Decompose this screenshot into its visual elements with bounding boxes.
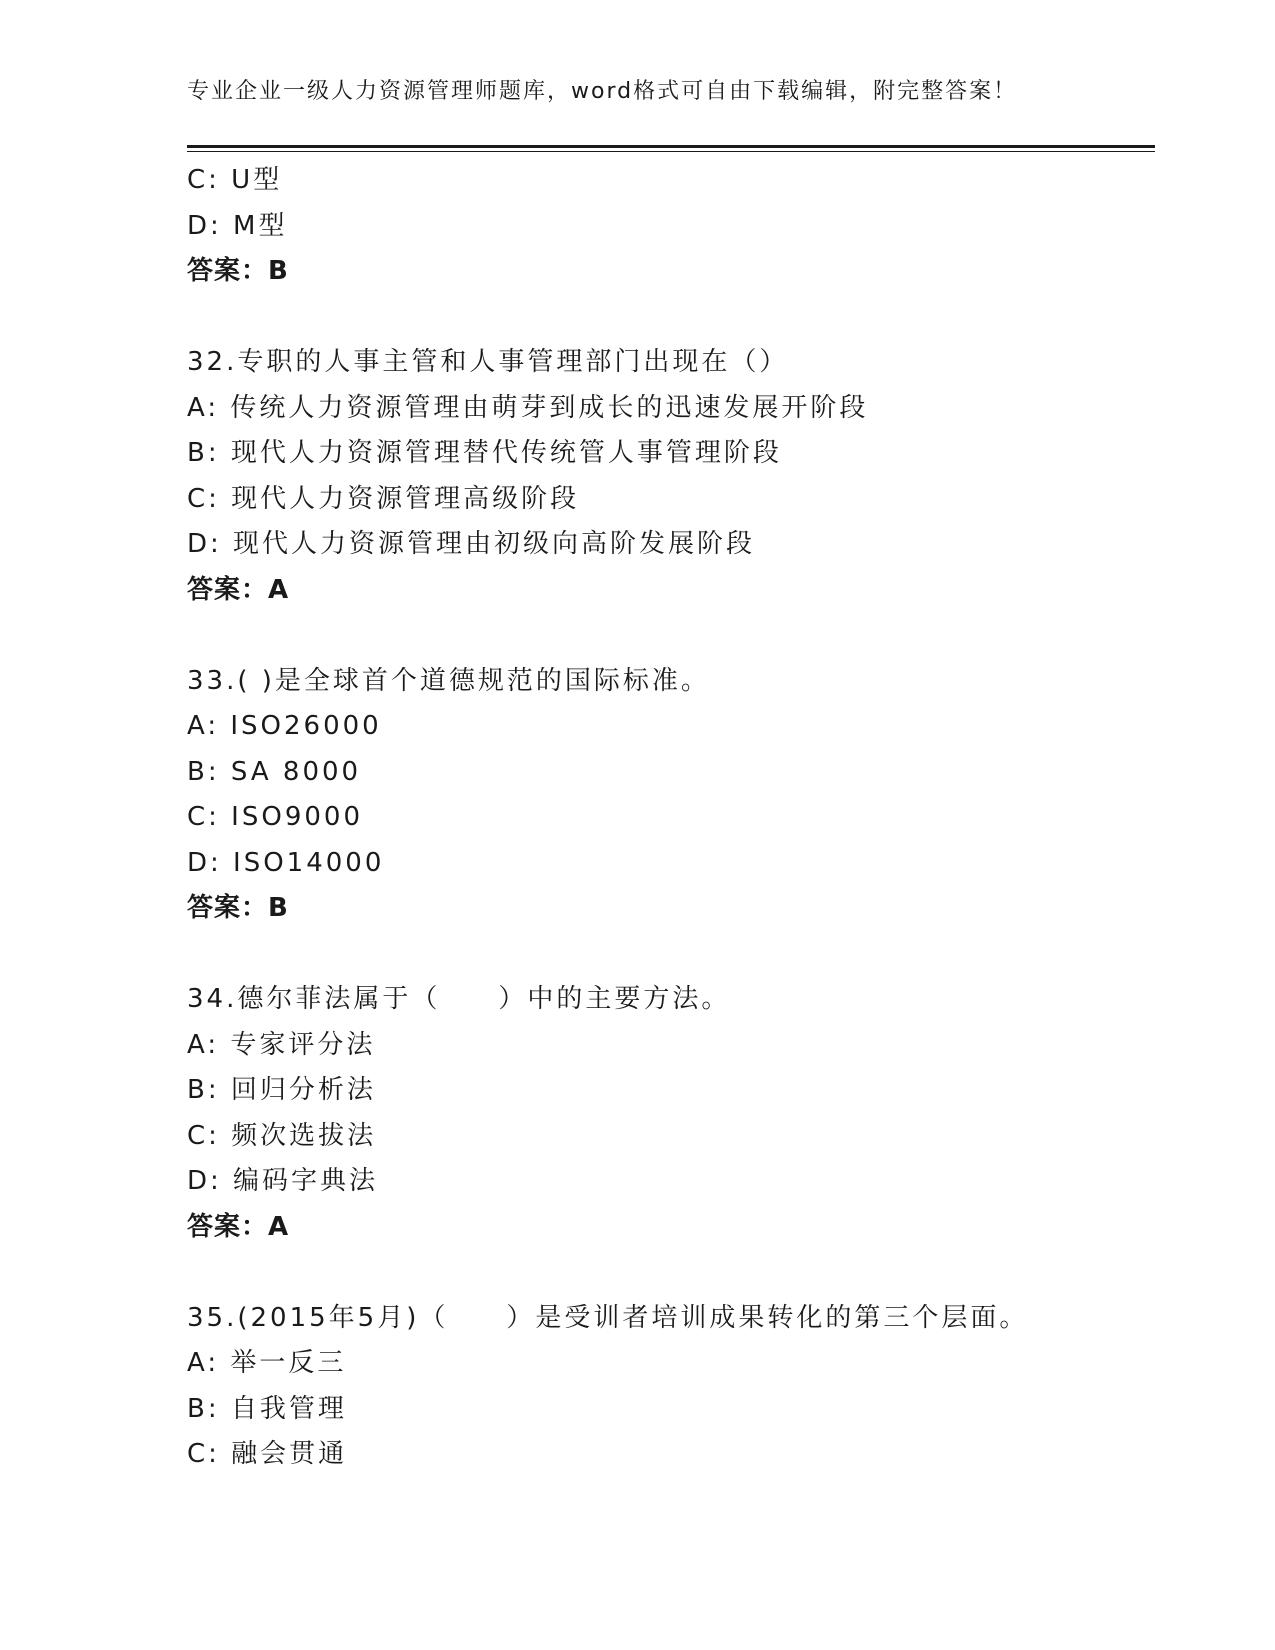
question-stem: 32.专职的人事主管和人事管理部门出现在（） xyxy=(187,347,789,377)
option-d: D: 现代人力资源管理由初级向高阶发展阶段 xyxy=(187,529,756,559)
option-a: A: 举一反三 xyxy=(187,1348,347,1378)
question-stem: 33.( )是全球首个道德规范的国际标准。 xyxy=(187,665,710,696)
question-block-35 xyxy=(187,1296,1155,1478)
option-c: C: ISO9000 xyxy=(187,802,363,832)
option-c: C: U型 xyxy=(187,165,283,195)
header-rule-thick xyxy=(187,145,1155,148)
answer-line: 答案：A xyxy=(187,1211,290,1242)
option-c: C: 融会贯通 xyxy=(187,1439,348,1469)
option-b: B: SA 8000 xyxy=(187,756,362,787)
option-b: B: 现代人力资源管理替代传统管人事管理阶段 xyxy=(187,438,782,468)
answer-line: 答案：A xyxy=(187,574,290,605)
option-a: A: 专家评分法 xyxy=(187,1029,376,1060)
answer-line: 答案：B xyxy=(187,893,289,923)
option-b: B: 回归分析法 xyxy=(187,1075,376,1105)
question-list xyxy=(187,158,1155,1478)
option-c: C: 频次选拔法 xyxy=(187,1120,377,1151)
option-c: C: 现代人力资源管理高级阶段 xyxy=(187,483,580,514)
question-block-34 xyxy=(187,977,1155,1250)
header-rule-thin xyxy=(187,151,1155,152)
option-d: D: 编码字典法 xyxy=(187,1166,379,1196)
question-block-32 xyxy=(187,340,1155,613)
option-d: D: M型 xyxy=(187,210,288,241)
question-block-continued xyxy=(187,158,1155,295)
question-block-33 xyxy=(187,659,1155,932)
answer-line: 答案：B xyxy=(187,256,289,286)
option-a: A: 传统人力资源管理由萌芽到成长的迅速发展开阶段 xyxy=(187,392,869,423)
option-b: B: 自我管理 xyxy=(187,1393,347,1424)
option-d: D: ISO14000 xyxy=(187,847,385,878)
question-stem: 35.(2015年5月)（ ）是受训者培训成果转化的第三个层面。 xyxy=(187,1302,1029,1333)
question-stem: 34.德尔菲法属于（ ）中的主要方法。 xyxy=(187,984,731,1014)
page-header: 专业企业一级人力资源管理师题库，word格式可自由下载编辑，附完整答案！ xyxy=(187,79,1018,104)
option-a: A: ISO26000 xyxy=(187,711,382,741)
